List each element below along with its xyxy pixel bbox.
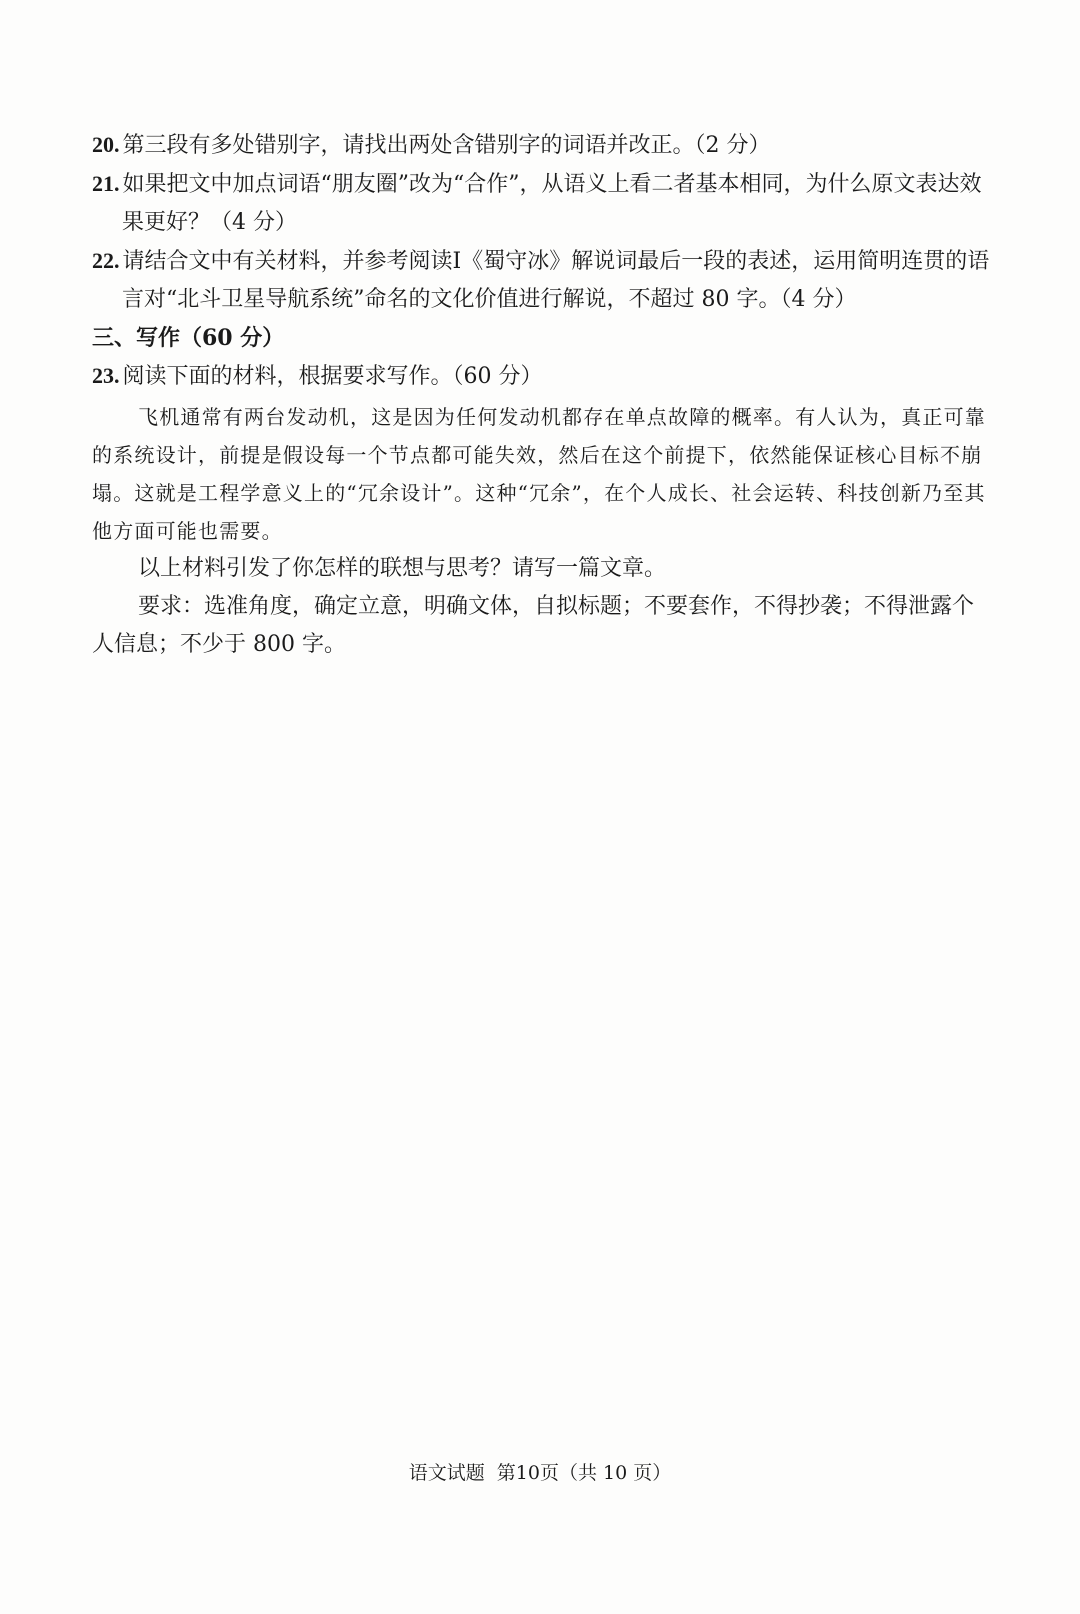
question-number: 22. [92, 248, 120, 273]
question-number: 23. [92, 363, 120, 388]
question-21 [92, 165, 992, 242]
writing-material: 飞机通常有两台发动机，这是因为任何发动机都存在单点故障的概率。有人认为，真正可靠的系统设计，前提是假设每一个节点都可能失效，然后在这个前提下，依然能保证核心目标不崩塌。这就是工程学意义上的“冗余设计”。这种“冗余”，在个人成长、社会运转、科技创新乃至其他方面可能也需要。 [92, 405, 986, 543]
footer-page-number: 第10页（共 10 页） [496, 1462, 672, 1484]
question-text-line1: 请结合文中有关材料，并参考阅读Ⅰ《蜀守冰》解说词最后一段的表述，运用简明连贯的语 [122, 249, 990, 274]
page-content [92, 126, 992, 664]
writing-requirements: 要求：选准角度，确定立意，明确文体，自拟标题；不要套作，不得抄袭；不得泄露个人信息；不少于 800 字。 [92, 594, 975, 657]
footer-subject: 语文试题 [408, 1462, 485, 1484]
question-text: 第三段有多处错别字，请找出两处含错别字的词语并改正。（2 分） [122, 133, 771, 158]
writing-prompt: 以上材料引发了你怎样的联想与思考？请写一篇文章。 [138, 556, 667, 581]
question-text-line2: 言对“北斗卫星导航系统”命名的文化价值进行解说，不超过 80 字。（4 分） [122, 287, 857, 312]
question-number: 21. [92, 171, 120, 196]
question-text-line1: 如果把文中加点词语“朋友圈”改为“合作”，从语义上看二者基本相同，为什么原文表达效 [122, 172, 982, 197]
question-23 [92, 357, 992, 396]
question-text: 阅读下面的材料，根据要求写作。（60 分） [122, 364, 543, 389]
question-22 [92, 242, 992, 319]
question-number: 20. [92, 132, 120, 157]
section-title: 三、写作（60 分） [92, 325, 285, 351]
question-text-line2: 果更好？（4 分） [122, 210, 297, 235]
page-footer [0, 1458, 1080, 1485]
question-20 [92, 126, 992, 165]
